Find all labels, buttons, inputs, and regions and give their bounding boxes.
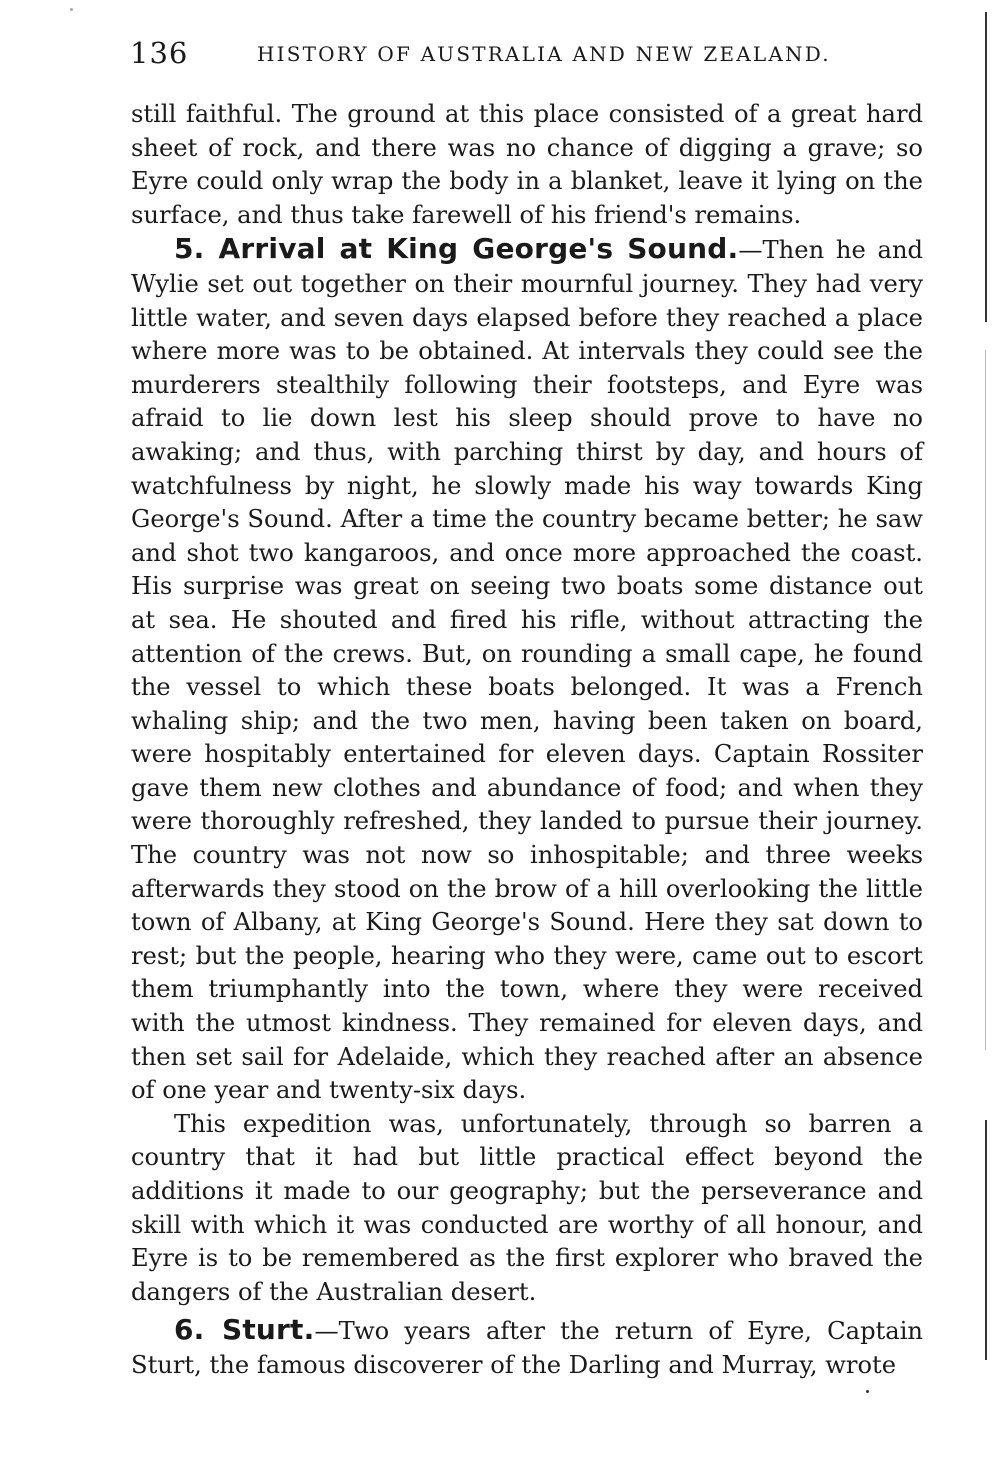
paragraph-expedition: This expedition was, unfortunately, through so barren a country that it had but little practical effect beyond the additions it made to our geography; but the perseverance and skill with which it was conducted are worthy of all honour, and Eyre is to be remembered as the first explorer who braved the dangers of the Australian desert. — [131, 1109, 923, 1306]
paragraph-section-6 — [131, 1313, 923, 1382]
paragraph-section-5 — [131, 232, 923, 1107]
scan-edge-line-faint — [985, 350, 986, 1050]
body-text — [131, 98, 923, 1383]
page-number: 136 — [130, 36, 189, 70]
page-header — [130, 36, 930, 72]
section-5-text: —Then he and Wylie set out together on their mournful journey. They had very little water, and seven days elapsed before they reached a place where more was to be obtained. At intervals they could see the murderers stealthily following their footsteps, and Eyre was afraid to lie down lest his sleep should prove to have no awaking; and thus, with parching thirst by day, and hours of watchfulness by night, he slowly made his way towards King George's Sound. After a time the country became better; he saw and shot two kangaroos, and once more approached the coast. His surprise was great on seeing two boats some distance out at sea. He shouted and fired his rifle, without attracting the attention of the crews. But, on rounding a small cape, he found the vessel to which these boats belonged. It was a French whaling ship; and the two men, having been taken on board, were hospitably entertained for eleven days. Captain Rossiter gave them new clothes and abundance of food; and when they were thoroughly refreshed, they landed to pursue their journey. The country was not now so inhospitable; and three weeks afterwards they stood on the brow of a hill overlooking the little town of Albany, at King George's Sound. Here they sat down to rest; but the people, hearing who they were, came out to escort them triumphantly into the town, where they were received with the utmost kindness. They remained for eleven days, and then set sail for Adelaide, which they reached after an absence of one year and twenty-six days. — [131, 236, 924, 1105]
section-6-text: —Two years after the return of Eyre, Captain Sturt, the famous discoverer of the Darling and Murray, wrote — [131, 1317, 924, 1379]
paragraph-continuation: still faithful. The ground at this place consisted of a great hard sheet of rock, and there was no chance of digging a grave; so Eyre could only wrap the body in a blanket, leave it lying on the surface, and thus take farewell of his friend's remains. — [131, 100, 923, 229]
running-title: HISTORY OF AUSTRALIA AND NEW ZEALAND. — [257, 42, 831, 66]
scan-edge-line — [985, 12, 987, 322]
scan-speck — [70, 8, 73, 11]
section-heading-5: 5. Arrival at King George's Sound. — [174, 232, 739, 266]
scan-edge-line-lower — [985, 1120, 987, 1360]
scan-speck — [866, 1390, 869, 1393]
section-heading-6: 6. Sturt. — [174, 1313, 315, 1347]
